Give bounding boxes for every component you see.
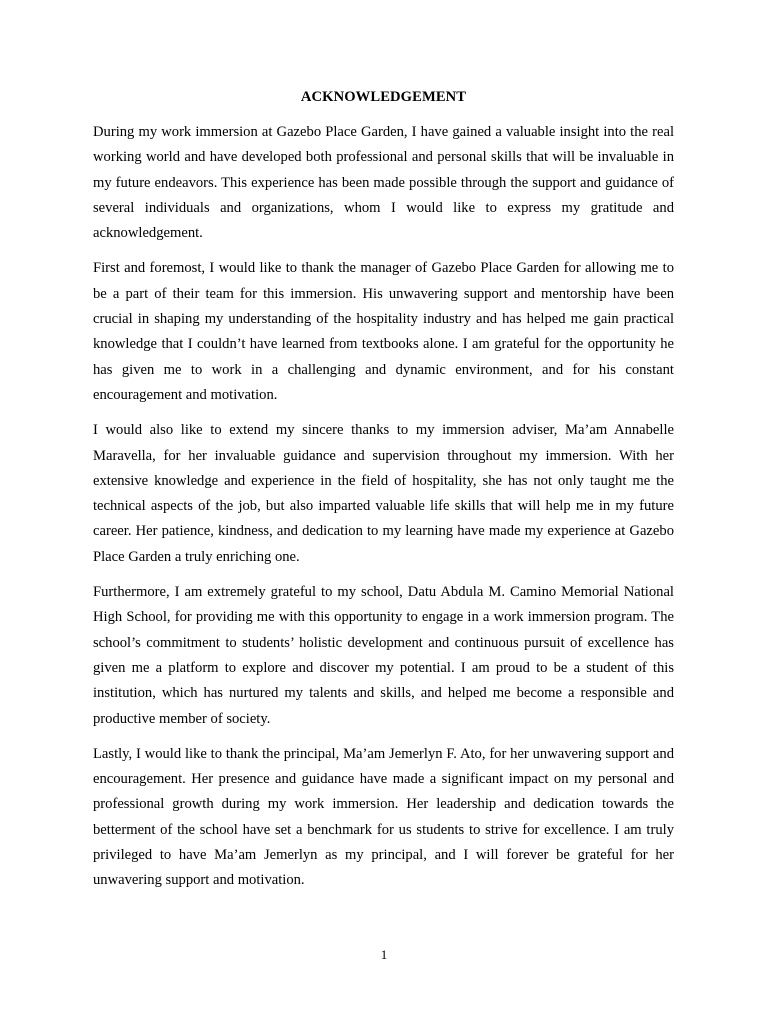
paragraph-manager: First and foremost, I would like to thank the manager of Gazebo Place Garden for allowing me to be a part of their team for this immersion. His unwavering support and mentorship have been crucial in shaping my understanding of the hospitality industry and has helped me gain practical knowledge that I couldn’t have learned from textbooks alone. I am grateful for the opportunity he has given me to work in a challenging and dynamic environment, and for his constant encouragement and motivation. bbox=[93, 260, 674, 403]
paragraph-principal: Lastly, I would like to thank the principal, Ma’am Jemerlyn F. Ato, for her unwavering support and encouragement. Her presence and guidance have made a significant impact on my personal and professional growth during my work immersion. Her leadership and dedication towards the betterment of the school have set a benchmark for us students to strive for excellence. I am truly privileged to have Ma’am Jemerlyn as my principal, and I will forever be grateful for her unwavering support and motivation. bbox=[93, 745, 674, 889]
paragraph-intro: During my work immersion at Gazebo Place Garden, I have gained a valuable insight into the real working world and have developed both professional and personal skills that will be invaluable in my future endeavors. This experience has been made possible through the support and guidance of several individuals and organizations, whom I would like to express my gratitude and acknowledgement. bbox=[93, 124, 674, 242]
paragraph-school: Furthermore, I am extremely grateful to my school, Datu Abdula M. Camino Memorial National High School, for providing me with this opportunity to engage in a work immersion program. The school’s commitment to students’ holistic development and continuous pursuit of excellence has given me a platform to explore and discover my potential. I am proud to be a student of this institution, which has nurtured my talents and skills, and helped me become a responsible and productive member of society. bbox=[93, 584, 674, 727]
document-body bbox=[93, 88, 674, 904]
document-title: ACKNOWLEDGEMENT bbox=[300, 89, 467, 105]
paragraph-adviser: I would also like to extend my sincere thanks to my immersion adviser, Ma’am Annabelle Maravella, for her invaluable guidance and supervision throughout my immersion. With her extensive knowledge and experience in the field of hospitality, she has not only taught me the technical aspects of the job, but also imparted valuable life skills that will help me in my future career. Her patience, kindness, and dedication to my learning have made my experience at Gazebo Place Garden a truly enriching one. bbox=[93, 422, 674, 565]
page-number: 1 bbox=[380, 947, 388, 962]
